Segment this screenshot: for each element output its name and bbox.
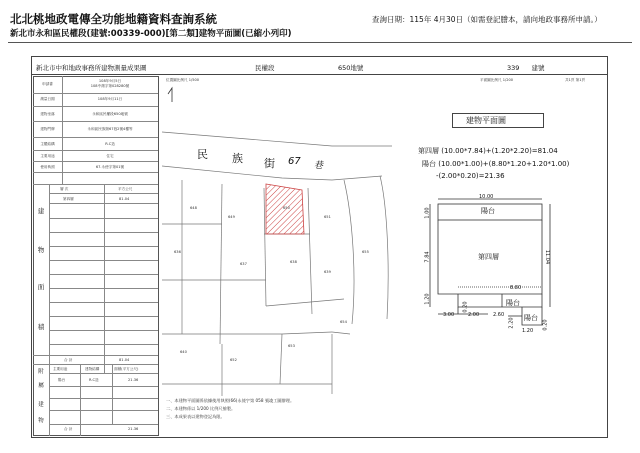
page-title: 北北桃地政電傳全功能地籍資料查詢系統 <box>10 12 217 26</box>
acc-structure: R.C造 <box>89 378 99 382</box>
dim-300: 3.00 <box>443 312 455 318</box>
query-date: 查詢日期：115年 4月30日（如需登記謄本，請向地政事務所申請。） <box>372 15 602 24</box>
acc-area: 21.36 <box>128 378 139 382</box>
lane-suffix: 巷 <box>314 161 324 171</box>
group-label-acc-2: 屬 <box>38 383 44 389</box>
dim-220: 2.20 <box>508 317 515 329</box>
note-2: 二、本建物係以 1/200 比例尺繪製。 <box>166 406 236 411</box>
label-balcony-bottom: 陽台 <box>506 299 520 307</box>
row-value-structure: R.C造 <box>105 142 115 146</box>
main-total-value: 81.04 <box>119 358 130 362</box>
col-area: 平方公尺 <box>118 187 133 191</box>
lot-label: 654 <box>340 320 347 324</box>
row-label-survey-date: 測量日期 <box>40 97 55 101</box>
section-name: 民權段 <box>255 64 275 72</box>
label-balcony-right: 陽台 <box>524 314 538 322</box>
col-floor: 層 次 <box>60 187 69 191</box>
dim-020: 0.20 <box>462 301 469 313</box>
acc-total-value: 21.36 <box>128 427 139 431</box>
row-label-permit: 使用執照 <box>40 165 55 169</box>
row-value-survey-date: 108年9月11日 <box>97 97 123 101</box>
lot-label: 655 <box>362 250 369 254</box>
group-label-acc-3: 建 <box>38 402 44 408</box>
plan-scale-label: 位置圖比例尺 1/500 <box>166 78 200 82</box>
acc-col-structure: 建物結構 <box>85 367 100 371</box>
document-subtitle: 新北市永和區民權段(建號:00339-000)[第二類]建物平面圖(已縮小列印) <box>10 29 292 39</box>
dim-200: 2.00 <box>468 312 480 318</box>
dim-260: 2.60 <box>493 312 505 318</box>
dim-left: 7.84 <box>424 251 431 263</box>
row-label-address: 建物門牌 <box>40 127 55 131</box>
street-char-2: 族 <box>232 152 243 165</box>
lot-label: 651 <box>324 215 331 219</box>
dim-880: 8.80 <box>510 285 522 291</box>
row-label-usage: 主要用途 <box>40 154 55 158</box>
lot-label: 639 <box>324 270 331 274</box>
street-char-1: 民 <box>197 148 208 161</box>
group-label-area-1: 面 <box>37 283 45 291</box>
layout-scale-label: 平面圖比例尺 1/200 <box>480 78 514 82</box>
lot-label: 649 <box>228 215 235 219</box>
group-label-acc-4: 物 <box>38 418 44 424</box>
lane-number: 67 <box>288 156 301 167</box>
area-calc-floor4: 第四層 (10.00*7.84)+(1.20*2.20)=81.04 <box>418 147 558 155</box>
acc-col-use: 主要用途 <box>53 367 68 371</box>
lot-label: 652 <box>230 358 237 362</box>
lot-label: 638 <box>290 260 297 264</box>
row-label-structure: 主體結構 <box>40 142 55 146</box>
dim-left-top: 1.00 <box>424 207 431 219</box>
note-3: 三、本成果表以建物登記為限。 <box>166 414 225 419</box>
dim-020b: 0.20 <box>542 319 549 331</box>
row-value-usage: 住宅 <box>106 154 114 158</box>
acc-col-area: 面積(平方公尺) <box>114 367 139 371</box>
row-label-application: 申請書 <box>42 82 53 86</box>
dim-right: 11.04 <box>544 249 551 265</box>
building-number-suffix: 建號 <box>531 64 545 72</box>
dim-top: 10.00 <box>479 194 494 200</box>
lot-number: 650地號 <box>338 64 364 72</box>
area-calc-balcony-2: -(2.00*0.20)=21.36 <box>436 172 505 180</box>
sheet-top-divider <box>31 74 608 75</box>
header-rule <box>8 42 632 43</box>
main-floor-area: 81.04 <box>119 197 130 201</box>
main-floor: 第四層 <box>63 197 74 201</box>
row-value-permit: 67.永使字第01號 <box>95 165 125 169</box>
floor-plan-title: 建物平面圖 <box>466 116 506 125</box>
building-number <box>507 63 545 72</box>
acc-use: 陽台 <box>58 378 66 382</box>
street-char-3: 街 <box>264 157 275 170</box>
location-map <box>162 84 412 402</box>
lot-label: 653 <box>288 344 295 348</box>
dim-left-bottom: 1.20 <box>424 293 431 305</box>
lot-label: 640 <box>180 350 187 354</box>
lot-label: 648 <box>190 206 197 210</box>
row-value-location: 永和區民權段650地號 <box>92 112 128 116</box>
lot-label: 650 <box>283 206 290 210</box>
building-number-value: 339 <box>507 64 520 72</box>
acc-total-label: 合 計 <box>64 427 73 431</box>
dim-120: 1.20 <box>522 328 534 334</box>
row-label-location: 建物坐落 <box>40 112 55 116</box>
row-value-address: 永和區民族街67巷2號4樓等 <box>87 127 133 131</box>
sheet-page-label: 共1頁 第1頁 <box>565 78 586 82</box>
note-1: 一、本建物平面圖係依據使用執照(66)永使字第 058 號竣工圖辦理。 <box>166 398 295 403</box>
lot-label: 636 <box>174 250 181 254</box>
main-total-label: 合 計 <box>64 358 73 362</box>
lot-label: 637 <box>240 262 247 266</box>
group-label-building-2: 物 <box>37 246 45 254</box>
area-calc-balcony-1: 陽台 (10.00*1.00)+(8.80*1.20+1.20*1.00) <box>422 160 570 168</box>
group-label-building-1: 建 <box>37 207 45 215</box>
office-title: 新北市中和地政事務所建物測量成果圖 <box>36 64 147 72</box>
group-label-acc-1: 附 <box>38 369 44 375</box>
row-value-application: 108年9月5日 108中測字第028280號 <box>90 79 130 88</box>
label-fourth-floor: 第四層 <box>478 253 499 261</box>
group-label-area-2: 積 <box>37 323 45 331</box>
north-arrow-icon <box>168 88 172 102</box>
label-balcony-top: 陽台 <box>481 207 495 215</box>
